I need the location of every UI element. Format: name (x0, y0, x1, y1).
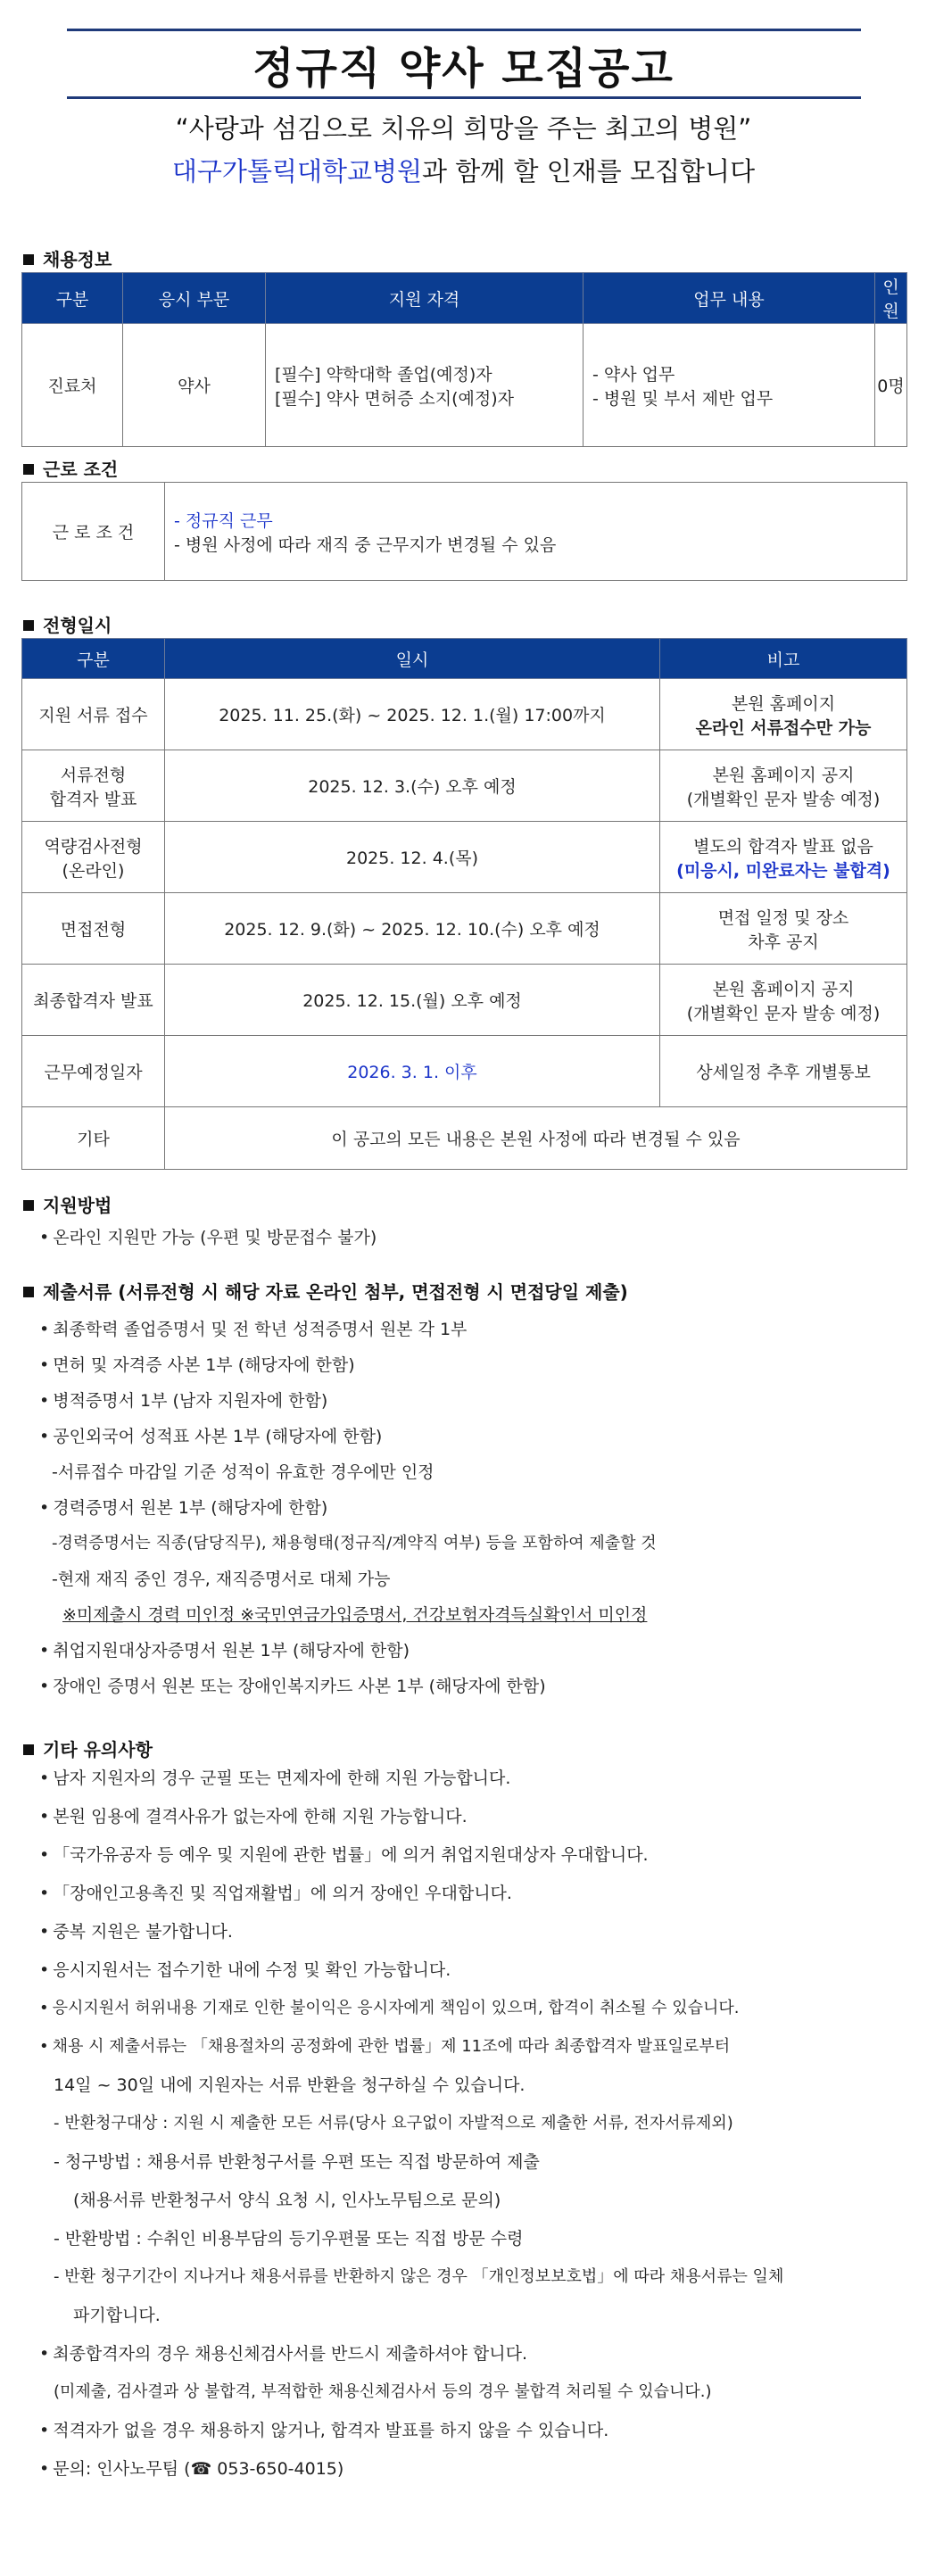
note-line: (미응시, 미완료자는 불합격) (676, 860, 890, 881)
document-warning: ※미제출시 경력 미인정 ※국민연금가입증명서, 건강보험자격득실확인서 미인정 (62, 1605, 648, 1625)
hospital-name: 대구가톨릭대학교병원 (171, 156, 423, 186)
note-item: • 남자 지원자의 경우 군필 또는 면제자에 한해 지원 가능합니다. (39, 1765, 510, 1789)
section-notes (23, 1735, 153, 1761)
date-cell: 2025. 12. 4.(목) (165, 822, 660, 893)
apply-line: • 온라인 지원만 가능 (우편 및 방문접수 불가) (39, 1224, 377, 1248)
note-cell (660, 679, 907, 750)
column-header: 인원 (875, 273, 907, 324)
qualification-line: [필수] 약사 면허증 소지(예정)자 (275, 388, 515, 409)
category-cell: 진료처 (22, 324, 123, 447)
condition-line: - 정규직 근무 (174, 510, 273, 531)
document-item: • 공인외국어 성적표 사본 1부 (해당자에 한함) (39, 1423, 382, 1447)
section-heading: 근로 조건 (43, 459, 119, 480)
date-cell: 2025. 12. 3.(수) 오후 예정 (165, 750, 660, 822)
document-subitem: -서류접수 마감일 기준 성적이 유효한 경우에만 인정 (52, 1462, 435, 1482)
table-row (22, 679, 907, 750)
table-row (22, 1107, 907, 1170)
note-continuation: 파기합니다. (73, 2306, 161, 2325)
stage-cell: 면접전형 (22, 893, 165, 965)
section-apply (23, 1191, 112, 1217)
note-item: • 응시지원서는 접수기한 내에 수정 및 확인 가능합니다. (39, 1957, 451, 1981)
table-row (22, 324, 907, 447)
stage-line: 합격자 발표 (49, 789, 137, 809)
count-cell: 0명 (875, 324, 907, 447)
duty-line: - 약사 업무 (592, 364, 675, 385)
note-cell (660, 965, 907, 1036)
column-header: 지원 자격 (266, 273, 584, 324)
note-item: • 중복 지원은 불가합니다. (39, 1918, 233, 1942)
square-bullet-icon (23, 1744, 34, 1755)
note-line: 별도의 합격자 발표 없음 (693, 836, 873, 857)
top-rule (67, 29, 861, 31)
field-cell: 약사 (123, 324, 266, 447)
column-header: 업무 내용 (584, 273, 875, 324)
recruit-tagline-suffix: 과 함께 할 인재를 모집합니다 (422, 156, 756, 186)
stage-cell: 근무예정일자 (22, 1036, 165, 1107)
stage-cell (22, 750, 165, 822)
document-subitem: -경력증명서는 직종(담당직무), 채용형태(정규직/계약직 여부) 등을 포함하여 제출할 것 (52, 1534, 657, 1553)
square-bullet-icon (23, 1287, 34, 1297)
square-bullet-icon (23, 254, 34, 265)
document-item: • 장애인 증명서 원본 또는 장애인복지카드 사본 1부 (해당자에 한함) (39, 1673, 546, 1697)
hospital-motto: “사랑과 섬김으로 치유의 희망을 주는 최고의 병원” (175, 113, 752, 144)
page-title: 정규직 약사 모집공고 (252, 44, 675, 94)
note-item: • 최종합격자의 경우 채용신체검사서를 반드시 제출하셔야 합니다. (39, 2340, 527, 2365)
note-line: (개별확인 문자 발송 예정) (686, 789, 881, 809)
note-line: 차후 공지 (748, 932, 819, 952)
section-recruit-info (23, 245, 112, 271)
note-item: • 「장애인고용촉진 및 직업재활법」에 의거 장애인 우대합니다. (39, 1880, 512, 1904)
stage-cell: 기타 (22, 1107, 165, 1170)
duty-cell (584, 324, 875, 447)
date-cell: 2025. 12. 9.(화) ~ 2025. 12. 10.(수) 오후 예정 (165, 893, 660, 965)
table-row (22, 1036, 907, 1107)
date-cell: 이 공고의 모든 내용은 본원 사정에 따라 변경될 수 있음 (165, 1107, 907, 1170)
conditions-cell (165, 483, 907, 581)
duty-line: - 병원 및 부서 제반 업무 (592, 388, 774, 409)
date-cell: 2025. 12. 15.(월) 오후 예정 (165, 965, 660, 1036)
qualification-cell (266, 324, 584, 447)
note-line: 본원 홈페이지 공지 (712, 979, 855, 999)
table-row (22, 750, 907, 822)
note-line: 면접 일정 및 장소 (717, 907, 849, 928)
conditions-table (21, 482, 907, 581)
recruit-info-table (21, 272, 907, 447)
column-header: 일시 (165, 639, 660, 679)
column-header: 구분 (22, 639, 165, 679)
square-bullet-icon (23, 464, 34, 475)
schedule-table (21, 638, 907, 1170)
section-documents (23, 1278, 628, 1304)
table-row (22, 893, 907, 965)
note-continuation: 14일 ~ 30일 내에 지원자는 서류 반환을 청구하실 수 있습니다. (54, 2075, 526, 2095)
note-line: 본원 홈페이지 (731, 693, 836, 714)
document-item: • 최종학력 졸업증명서 및 전 학년 성적증명서 원본 각 1부 (39, 1316, 467, 1340)
note-item: • 채용 시 제출서류는 「채용절차의 공정화에 관한 법률」제 11조에 따라 최종합격자 발표일로부터 (39, 2033, 730, 2057)
table-header-row (22, 639, 907, 679)
column-header: 비고 (660, 639, 907, 679)
note-subitem: - 반환청구대상 : 지원 시 제출한 모든 서류(당사 요구없이 자발적으로 제출한 서류, 전자서류제외) (54, 2114, 733, 2133)
note-item: • 응시지원서 허위내용 기재로 인한 불이익은 응시자에게 책임이 있으며, 합격이 취소될 수 있습니다. (39, 1995, 740, 2018)
section-heading: 제출서류 (서류전형 시 해당 자료 온라인 첨부, 면접전형 시 면접당일 제출) (43, 1281, 628, 1303)
column-header: 응시 부문 (123, 273, 266, 324)
note-line: 온라인 서류접수만 가능 (695, 717, 872, 738)
recruit-tagline (0, 152, 927, 188)
stage-line: (온라인) (62, 860, 125, 881)
section-heading: 기타 유의사항 (43, 1739, 153, 1760)
table-row (22, 483, 907, 581)
note-subitem: - 반환 청구기간이 지나거나 채용서류를 반환하지 않은 경우 「개인정보보호법」에 따라 채용서류는 일체 (54, 2267, 784, 2286)
table-row (22, 822, 907, 893)
square-bullet-icon (23, 1200, 34, 1211)
qualification-line: [필수] 약학대학 졸업(예정)자 (275, 364, 492, 385)
stage-cell (22, 822, 165, 893)
document-item: • 면허 및 자격증 사본 1부 (해당자에 한함) (39, 1352, 355, 1376)
document-item: • 취업지원대상자증명서 원본 1부 (해당자에 한함) (39, 1637, 410, 1661)
section-heading: 채용정보 (43, 249, 112, 270)
table-header-row (22, 273, 907, 324)
note-cell: 상세일정 추후 개별통보 (660, 1036, 907, 1107)
note-item: • 적격자가 없을 경우 채용하지 않거나, 합격자 발표를 하지 않을 수 있습니다. (39, 2417, 608, 2441)
document-item: • 경력증명서 원본 1부 (해당자에 한함) (39, 1495, 327, 1519)
section-schedule (23, 611, 112, 637)
note-line: (개별확인 문자 발송 예정) (686, 1003, 881, 1023)
document-subitem: -현재 재직 중인 경우, 재직증명서로 대체 가능 (52, 1570, 391, 1589)
title-rule (67, 96, 861, 99)
note-subitem: (채용서류 반환청구서 양식 요청 시, 인사노무팀으로 문의) (73, 2191, 501, 2210)
stage-cell: 최종합격자 발표 (22, 965, 165, 1036)
condition-line: - 병원 사정에 따라 재직 중 근무지가 변경될 수 있음 (174, 534, 557, 555)
note-cell (660, 822, 907, 893)
note-continuation: (미제출, 검사결과 상 불합격, 부적합한 채용신체검사서 등의 경우 불합격 처리될 수 있습니다.) (54, 2382, 712, 2401)
document-item: • 병적증명서 1부 (남자 지원자에 한함) (39, 1387, 327, 1412)
date-cell: 2025. 11. 25.(화) ~ 2025. 12. 1.(월) 17:00까지 (165, 679, 660, 750)
note-item: • 본원 임용에 결격사유가 없는자에 한해 지원 가능합니다. (39, 1803, 468, 1827)
section-conditions (23, 455, 118, 481)
stage-line: 역량검사전형 (44, 836, 143, 857)
note-cell (660, 893, 907, 965)
note-line: 본원 홈페이지 공지 (712, 765, 855, 785)
note-subitem: - 청구방법 : 채용서류 반환청구서를 우편 또는 직접 방문하여 제출 (54, 2152, 540, 2172)
date-cell: 2026. 3. 1. 이후 (165, 1036, 660, 1107)
square-bullet-icon (23, 620, 34, 631)
column-header: 구분 (22, 273, 123, 324)
stage-line: 서류전형 (60, 765, 127, 785)
note-subitem: - 반환방법 : 수취인 비용부담의 등기우편물 또는 직접 방문 수령 (54, 2229, 524, 2249)
stage-cell: 지원 서류 접수 (22, 679, 165, 750)
section-heading: 전형일시 (43, 615, 112, 636)
section-heading: 지원방법 (43, 1195, 112, 1216)
note-cell (660, 750, 907, 822)
contact-line: • 문의: 인사노무팀 (☎ 053-650-4015) (39, 2456, 343, 2480)
table-row (22, 965, 907, 1036)
note-item: • 「국가유공자 등 예우 및 지원에 관한 법률」에 의거 취업지원대상자 우대합니다. (39, 1842, 649, 1866)
conditions-label: 근 로 조 건 (22, 483, 165, 581)
